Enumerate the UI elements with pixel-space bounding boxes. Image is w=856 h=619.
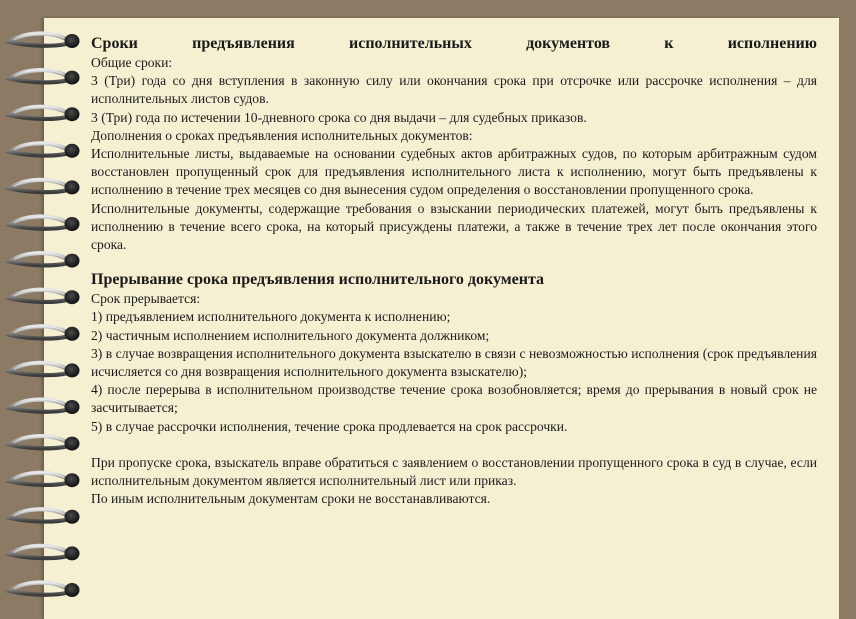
binding-hole: [65, 363, 80, 377]
binding-ring: [10, 33, 80, 48]
binding-ring: [10, 253, 80, 268]
binding-ring: [10, 509, 80, 524]
binding-ring: [10, 546, 80, 561]
binding-hole: [65, 437, 80, 451]
binding-ring: [10, 107, 80, 122]
binding-hole: [65, 180, 80, 194]
binding-ring: [10, 70, 80, 85]
binding-ring: [10, 326, 80, 341]
binding-hole: [65, 254, 80, 268]
spiral-binding: [0, 0, 90, 619]
interruption-item-4: 4) после перерыва в исполнительном производстве течение срока возобновляется; время до прерывания в новый срок не засчитывается;: [91, 382, 817, 416]
interruption-item-5: 5) в случае рассрочки исполнения, течение срока продлевается на срок рассрочки.: [91, 418, 568, 434]
binding-ring: [10, 473, 80, 488]
binding-ring: [10, 143, 80, 158]
interruption-item-3: 3) в случае возвращения исполнительного документа взыскателю в связи с невозможностью исполнения (срок предъявления исчисляется со дня возвращения исполнительного документа взыскателю);: [91, 345, 817, 380]
binding-ring: [10, 582, 80, 597]
binding-ring: [10, 216, 80, 231]
binding-hole: [65, 473, 80, 487]
binding-hole: [65, 400, 80, 414]
section-1-title: Сроки предъявления исполнительных документов к исполнению: [91, 35, 817, 52]
addition-1: Исполнительные листы, выдаваемые на основании судебных актов арбитражных судов, по которым арбитражным судом восстановлен пропущенный срок для предъявления исполнительного листа к исполнению, могут быть предъявлены к исполнению в течение трех месяцев со дня вынесения судом определения о восстановлении пропущенного срока.: [91, 146, 817, 198]
binding-ring: [10, 399, 80, 414]
binding-ring: [10, 180, 80, 195]
binding-hole: [65, 71, 80, 85]
binding-hole: [65, 327, 80, 341]
additions-label: Дополнения о сроках предъявления исполнительных документов:: [91, 127, 473, 143]
footer-paragraph-1: При пропуске срока, взыскатель вправе обратиться с заявлением о восстановлении пропущенного срока в суд в случае, если исполнительным документом является исполнительный лист или приказ.: [91, 454, 817, 489]
footer-paragraph-2: По иным исполнительным документам сроки не восстанавливаются.: [91, 491, 491, 507]
interruption-item-2: 2) частичным исполнением исполнительного документа должником;: [91, 327, 490, 343]
general-term-2: 3 (Три) года по истечении 10-дневного срока со дня выдачи – для судебных приказов.: [91, 109, 587, 125]
binding-hole: [65, 144, 80, 158]
binding-ring: [10, 363, 80, 378]
general-term-1: 3 (Три) года со дня вступления в законную силу или окончания срока при отсрочке или рассрочке исполнения – для исполнительных листов судов.: [91, 73, 817, 107]
binding-hole: [65, 34, 80, 48]
binding-hole: [65, 107, 80, 121]
binding-ring: [10, 290, 80, 305]
page-content: [91, 34, 817, 508]
section-2-subtitle: Срок прерывается:: [91, 291, 201, 307]
binding-hole: [65, 510, 80, 524]
interruption-item-1: 1) предъявлением исполнительного документа к исполнению;: [91, 309, 451, 325]
addition-2: Исполнительные документы, содержащие требования о взыскании периодических платежей, могут быть предъявлены к исполнению в течение всего срока, на который присуждены платежи, а также в течение трех лет после окончания этого срока.: [91, 200, 817, 253]
binding-ring: [10, 436, 80, 451]
binding-hole: [65, 546, 80, 560]
section-1-subtitle: Общие сроки:: [91, 55, 173, 70]
binding-hole: [65, 217, 80, 231]
binding-hole: [65, 290, 80, 304]
binding-hole: [65, 583, 80, 597]
section-2-title: Прерывание срока предъявления исполнительного документа: [91, 271, 545, 289]
